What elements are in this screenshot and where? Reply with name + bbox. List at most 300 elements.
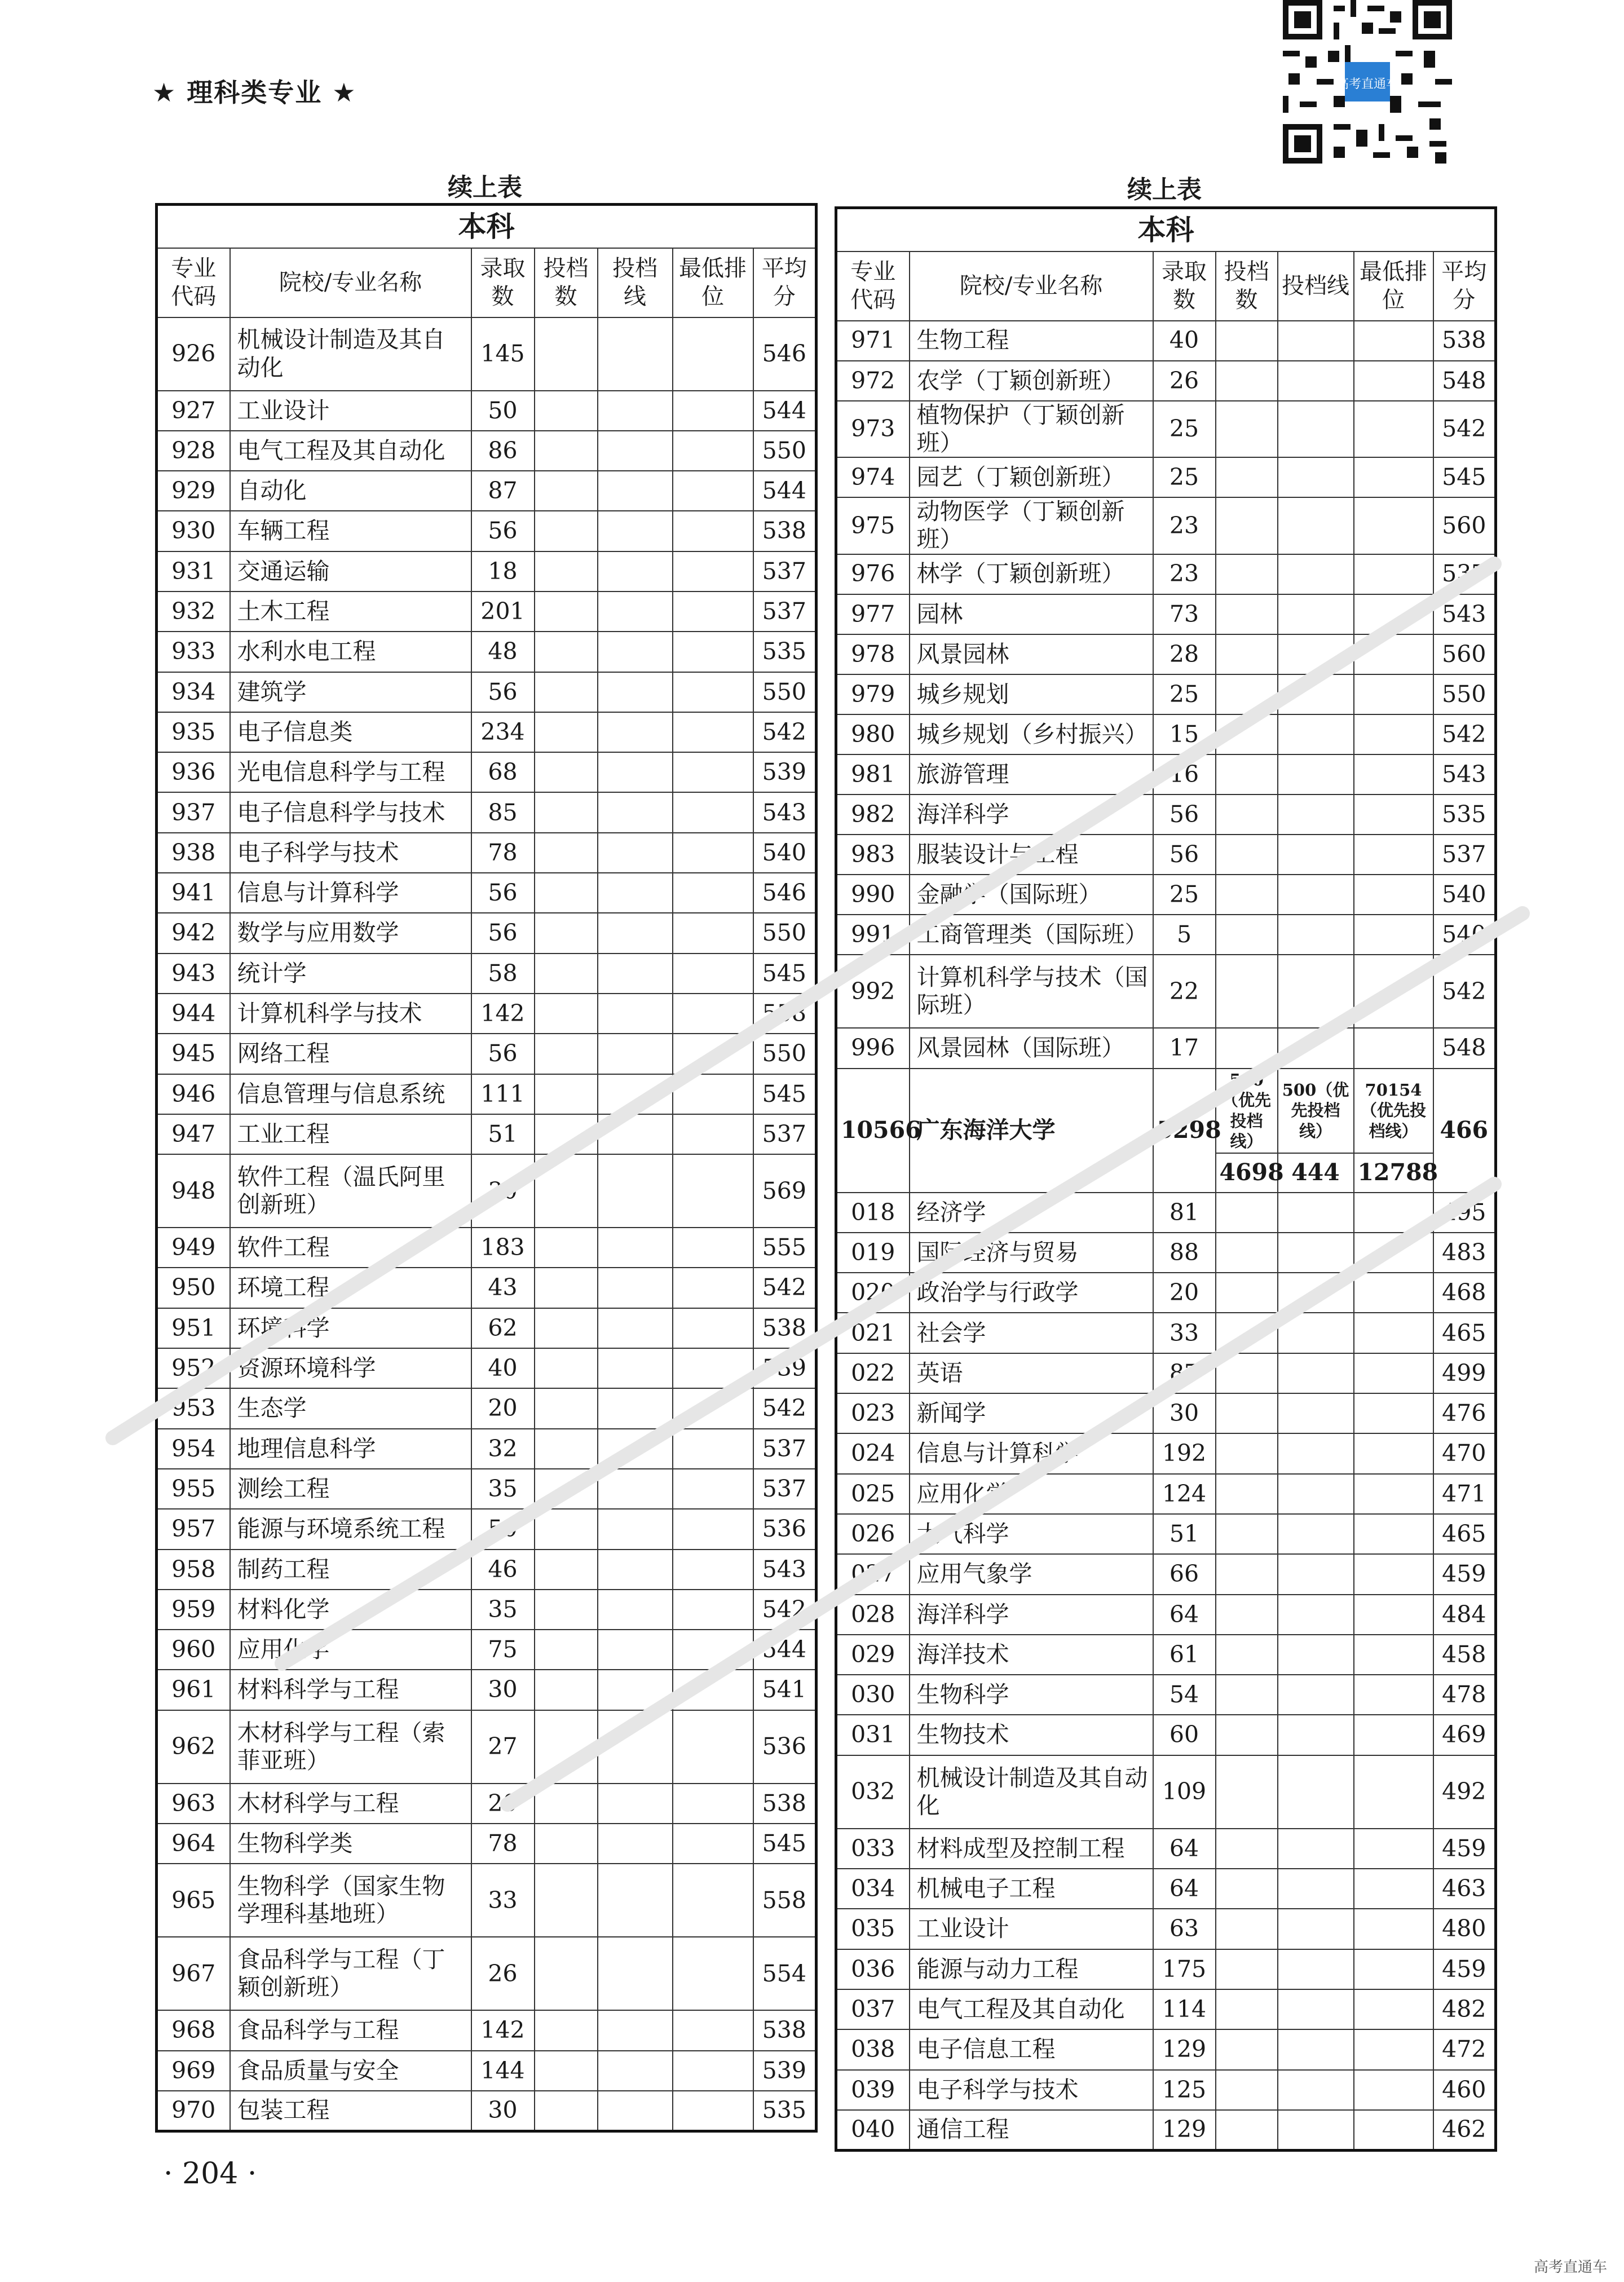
row-admit-count: 25	[1153, 457, 1216, 497]
row-tdshu	[535, 1114, 598, 1154]
row-rank	[1354, 1715, 1433, 1755]
row-rank	[673, 431, 753, 471]
row-admit-count: 16	[1153, 754, 1216, 794]
row-name: 园艺（丁颖创新班）	[910, 457, 1153, 497]
table-row	[836, 1393, 1496, 1433]
row-code: 953	[157, 1388, 230, 1428]
row-tdshu	[535, 1308, 598, 1348]
row-tdxian	[598, 873, 673, 913]
row-code: 037	[836, 1989, 910, 2029]
row-admit-count: 56	[1153, 794, 1216, 835]
row-tdxian	[598, 1074, 673, 1114]
row-admit-count: 23	[1153, 497, 1216, 554]
row-tdshu	[1216, 594, 1278, 634]
row-rank	[673, 1710, 753, 1784]
row-tdxian	[1278, 1829, 1354, 1869]
row-rank	[1354, 1433, 1433, 1473]
row-admit-count: 192	[1153, 1433, 1216, 1473]
row-name: 建筑学	[230, 672, 471, 712]
row-tdshu	[1216, 401, 1278, 457]
row-rank	[673, 2051, 753, 2091]
row-tdxian	[598, 1429, 673, 1469]
row-avg: 537	[1433, 554, 1496, 594]
row-code: 029	[836, 1635, 910, 1675]
row-rank	[673, 1388, 753, 1428]
row-tdxian	[1278, 634, 1354, 674]
row-rank	[1354, 2110, 1433, 2150]
school-rank: 12788	[1354, 1153, 1433, 1193]
row-tdxian	[598, 592, 673, 632]
row-tdshu	[535, 391, 598, 431]
row-rank	[673, 752, 753, 792]
row-tdxian	[1278, 1949, 1354, 1989]
row-name: 统计学	[230, 954, 471, 994]
row-code: 035	[836, 1909, 910, 1949]
row-avg: 539	[753, 752, 817, 792]
row-tdxian	[1278, 835, 1354, 875]
row-rank	[673, 1348, 753, 1388]
row-rank	[673, 833, 753, 873]
table-row	[836, 1635, 1496, 1675]
row-code: 967	[157, 1937, 230, 2010]
row-rank	[1354, 1028, 1433, 1068]
table-row	[836, 1433, 1496, 1473]
row-name: 园林	[910, 594, 1153, 634]
row-code: 937	[157, 792, 230, 832]
row-name: 机械电子工程	[910, 1869, 1153, 1909]
row-code: 938	[157, 833, 230, 873]
row-tdxian	[598, 632, 673, 672]
row-rank	[673, 1509, 753, 1549]
row-admit-count: 66	[1153, 1554, 1216, 1594]
table-row	[836, 321, 1496, 361]
row-admit-count: 30	[1153, 1393, 1216, 1433]
row-code: 941	[157, 873, 230, 913]
row-tdxian	[598, 1509, 673, 1549]
row-tdxian	[1278, 794, 1354, 835]
row-code: 018	[836, 1193, 910, 1233]
row-admit-count: 30	[471, 1154, 535, 1228]
table-row	[157, 1228, 817, 1268]
row-avg: 558	[753, 994, 817, 1034]
row-name: 电子科学与技术	[910, 2070, 1153, 2110]
row-rank	[673, 1228, 753, 1268]
row-tdshu	[1216, 497, 1278, 554]
row-admit-count: 43	[471, 1268, 535, 1308]
col-name-header: 院校/专业名称	[230, 248, 471, 317]
row-tdshu	[535, 2010, 598, 2050]
row-code: 982	[836, 794, 910, 835]
table-row	[157, 632, 817, 672]
row-tdxian	[1278, 2029, 1354, 2069]
row-tdshu	[535, 471, 598, 511]
row-name: 材料成型及控制工程	[910, 1829, 1153, 1869]
row-avg: 544	[753, 391, 817, 431]
table-row	[157, 1154, 817, 1228]
row-code: 954	[157, 1429, 230, 1469]
row-name: 信息与计算科学	[910, 1433, 1153, 1473]
row-tdshu	[1216, 1909, 1278, 1949]
table-row	[836, 1554, 1496, 1594]
qr-badge: 高考直通车	[1336, 77, 1399, 91]
row-avg: 544	[753, 1630, 817, 1670]
row-name: 信息管理与信息系统	[230, 1074, 471, 1114]
row-rank	[1354, 1909, 1433, 1949]
row-tdxian	[598, 1824, 673, 1864]
table-row	[836, 1233, 1496, 1273]
row-name: 城乡规划	[910, 674, 1153, 714]
row-code: 040	[836, 2110, 910, 2150]
row-tdshu	[1216, 2029, 1278, 2069]
row-admit-count: 125	[1153, 2070, 1216, 2110]
row-tdxian	[598, 1784, 673, 1824]
row-name: 机械设计制造及其自动化	[910, 1755, 1153, 1829]
row-name: 材料科学与工程	[230, 1670, 471, 1710]
table-row	[157, 1509, 817, 1549]
row-code: 962	[157, 1710, 230, 1784]
col-tdshu-header: 投档数	[1216, 251, 1278, 321]
row-rank	[1354, 674, 1433, 714]
row-rank	[1354, 1554, 1433, 1594]
col-code-header: 专业代码	[157, 248, 230, 317]
school-name: 广东海洋大学	[910, 1069, 1153, 1193]
row-rank	[673, 1784, 753, 1824]
row-rank	[1354, 1193, 1433, 1233]
row-rank	[1354, 1755, 1433, 1829]
row-avg: 538	[753, 1308, 817, 1348]
row-avg: 560	[1433, 497, 1496, 554]
row-avg: 465	[1433, 1514, 1496, 1554]
row-tdshu	[1216, 1193, 1278, 1233]
row-tdshu	[1216, 1635, 1278, 1675]
row-rank	[673, 1154, 753, 1228]
row-avg: 560	[1433, 634, 1496, 674]
row-tdxian	[598, 1228, 673, 1268]
row-admit-count: 46	[471, 1550, 535, 1590]
row-name: 林学（丁颖创新班）	[910, 554, 1153, 594]
row-avg: 480	[1433, 1909, 1496, 1949]
row-rank	[673, 2010, 753, 2050]
row-avg: 543	[1433, 754, 1496, 794]
row-tdxian	[598, 317, 673, 391]
row-name: 农学（丁颖创新班）	[910, 361, 1153, 401]
row-tdshu	[535, 712, 598, 752]
row-avg: 540	[1433, 875, 1496, 915]
row-admit-count: 56	[1153, 835, 1216, 875]
table-row	[157, 471, 817, 511]
row-avg: 483	[1433, 1233, 1496, 1273]
row-code: 979	[836, 674, 910, 714]
row-tdxian	[598, 1550, 673, 1590]
row-tdxian	[598, 712, 673, 752]
col-tdxian-header: 投档线	[1278, 251, 1354, 321]
row-name: 木材科学与工程（索菲亚班）	[230, 1710, 471, 1784]
row-rank	[673, 1429, 753, 1469]
row-avg: 538	[753, 2010, 817, 2050]
row-rank	[673, 2091, 753, 2131]
row-name: 海洋技术	[910, 1635, 1153, 1675]
row-code: 996	[836, 1028, 910, 1068]
row-tdxian	[1278, 1635, 1354, 1675]
row-tdshu	[1216, 875, 1278, 915]
row-tdshu	[1216, 554, 1278, 594]
row-tdxian	[598, 2091, 673, 2131]
school-tdshu: 4698	[1216, 1153, 1278, 1193]
row-code: 950	[157, 1268, 230, 1308]
row-rank	[1354, 1233, 1433, 1273]
row-admit-count: 20	[1153, 1273, 1216, 1313]
row-rank	[673, 1670, 753, 1710]
row-tdxian	[1278, 1273, 1354, 1313]
row-tdxian	[598, 1590, 673, 1630]
row-tdshu	[1216, 2070, 1278, 2110]
table-row	[836, 1353, 1496, 1393]
row-admit-count: 183	[471, 1228, 535, 1268]
row-name: 木材科学与工程	[230, 1784, 471, 1824]
row-code: 981	[836, 754, 910, 794]
school-tdxian: 444	[1278, 1153, 1354, 1193]
row-tdxian	[598, 1710, 673, 1784]
table-row	[157, 2091, 817, 2131]
row-tdxian	[598, 1154, 673, 1228]
row-code: 027	[836, 1554, 910, 1594]
table-row	[157, 873, 817, 913]
row-rank	[673, 954, 753, 994]
row-avg: 484	[1433, 1595, 1496, 1635]
row-avg: 550	[1433, 674, 1496, 714]
table-row	[836, 1028, 1496, 1068]
row-name: 通信工程	[910, 2110, 1153, 2150]
row-avg: 537	[1433, 835, 1496, 875]
row-avg: 545	[1433, 457, 1496, 497]
row-admit-count: 15	[1153, 714, 1216, 754]
row-rank	[673, 1074, 753, 1114]
row-rank	[673, 873, 753, 913]
row-tdshu	[1216, 321, 1278, 361]
row-avg: 542	[1433, 955, 1496, 1028]
row-name: 工业工程	[230, 1114, 471, 1154]
table-row	[836, 674, 1496, 714]
row-code: 958	[157, 1550, 230, 1590]
row-avg: 469	[1433, 1715, 1496, 1755]
row-code: 963	[157, 1784, 230, 1824]
row-rank	[673, 317, 753, 391]
row-tdxian	[598, 2010, 673, 2050]
row-admit-count: 20	[471, 1784, 535, 1824]
row-code: 031	[836, 1715, 910, 1755]
row-avg: 468	[1433, 1273, 1496, 1313]
row-code: 970	[157, 2091, 230, 2131]
row-avg: 535	[753, 2091, 817, 2131]
row-admit-count: 201	[471, 592, 535, 632]
row-name: 大气科学	[910, 1514, 1153, 1554]
row-name: 自动化	[230, 471, 471, 511]
row-admit-count: 75	[471, 1630, 535, 1670]
row-name: 计算机科学与技术	[230, 994, 471, 1034]
row-admit-count: 175	[1153, 1949, 1216, 1989]
table-row	[157, 1308, 817, 1348]
row-admit-count: 78	[471, 833, 535, 873]
row-avg: 540	[753, 833, 817, 873]
row-admit-count: 48	[471, 632, 535, 672]
row-name: 食品科学与工程	[230, 2010, 471, 2050]
row-avg: 555	[753, 1228, 817, 1268]
row-tdshu	[1216, 915, 1278, 955]
row-avg: 550	[753, 431, 817, 471]
row-admit-count: 30	[471, 1670, 535, 1710]
row-admit-count: 78	[471, 1824, 535, 1864]
row-rank	[1354, 1869, 1433, 1909]
row-admit-count: 25	[1153, 401, 1216, 457]
row-avg: 554	[753, 1937, 817, 2010]
continued-label-left: 续上表	[448, 173, 522, 202]
row-admit-count: 22	[1153, 955, 1216, 1028]
row-avg: 536	[753, 1710, 817, 1784]
row-avg: 542	[753, 1388, 817, 1428]
row-admit-count: 58	[471, 954, 535, 994]
row-name: 计算机科学与技术（国际班）	[910, 955, 1153, 1028]
row-name: 社会学	[910, 1313, 1153, 1353]
row-rank	[673, 1308, 753, 1348]
table-row	[836, 1829, 1496, 1869]
row-name: 电子信息科学与技术	[230, 792, 471, 832]
row-avg: 537	[753, 1429, 817, 1469]
row-tdxian	[1278, 1554, 1354, 1594]
row-tdshu	[535, 913, 598, 953]
row-tdshu	[535, 1937, 598, 2010]
row-admit-count: 35	[471, 1469, 535, 1509]
row-tdxian	[1278, 1595, 1354, 1635]
row-rank	[1354, 457, 1433, 497]
row-name: 电气工程及其自动化	[910, 1989, 1153, 2029]
row-name: 国际经济与贸易	[910, 1233, 1153, 1273]
table-row	[836, 2070, 1496, 2110]
row-tdshu	[535, 1710, 598, 1784]
row-code: 936	[157, 752, 230, 792]
row-avg: 545	[753, 1074, 817, 1114]
table-row	[836, 794, 1496, 835]
row-admit-count: 81	[1153, 1193, 1216, 1233]
table-row	[836, 1989, 1496, 2029]
school-admit-count: 5298	[1153, 1069, 1216, 1193]
row-code: 024	[836, 1433, 910, 1473]
table-row	[157, 752, 817, 792]
table-row	[157, 1630, 817, 1670]
row-avg: 539	[753, 1348, 817, 1388]
row-rank	[1354, 1474, 1433, 1514]
qr-code-icon	[1283, 0, 1452, 164]
row-tdshu	[1216, 1595, 1278, 1635]
row-tdxian	[1278, 1474, 1354, 1514]
row-name: 应用化学	[230, 1630, 471, 1670]
row-tdxian	[1278, 1433, 1354, 1473]
row-avg: 535	[1433, 794, 1496, 835]
row-name: 应用化学	[910, 1474, 1153, 1514]
row-code: 951	[157, 1308, 230, 1348]
row-admit-count: 17	[1153, 1028, 1216, 1068]
row-admit-count: 73	[1153, 594, 1216, 634]
table-row	[836, 1474, 1496, 1514]
row-name: 海洋科学	[910, 1595, 1153, 1635]
table-row	[157, 1864, 817, 1937]
row-name: 动物医学（丁颖创新班）	[910, 497, 1153, 554]
row-tdxian	[1278, 1755, 1354, 1829]
row-avg: 550	[753, 672, 817, 712]
row-rank	[1354, 2070, 1433, 2110]
row-name: 食品科学与工程（丁颖创新班）	[230, 1937, 471, 2010]
row-admit-count: 64	[1153, 1595, 1216, 1635]
row-avg: 537	[753, 1469, 817, 1509]
row-name: 电子科学与技术	[230, 833, 471, 873]
row-tdxian	[1278, 1909, 1354, 1949]
table-row	[836, 714, 1496, 754]
row-avg: 499	[1433, 1353, 1496, 1393]
row-code: 039	[836, 2070, 910, 2110]
row-tdshu	[1216, 1393, 1278, 1433]
row-code: 973	[836, 401, 910, 457]
row-rank	[1354, 1675, 1433, 1715]
row-avg: 542	[753, 1268, 817, 1308]
row-name: 制药工程	[230, 1550, 471, 1590]
row-rank	[1354, 634, 1433, 674]
table-row	[157, 1710, 817, 1784]
row-avg: 482	[1433, 1989, 1496, 2029]
row-admit-count: 114	[1153, 1989, 1216, 2029]
row-code: 931	[157, 551, 230, 592]
row-code: 021	[836, 1313, 910, 1353]
row-rank	[1354, 1313, 1433, 1353]
row-code: 975	[836, 497, 910, 554]
row-rank	[673, 592, 753, 632]
row-tdshu	[535, 1429, 598, 1469]
row-tdshu	[535, 792, 598, 832]
row-code: 947	[157, 1114, 230, 1154]
row-tdshu	[1216, 1829, 1278, 1869]
row-tdshu	[535, 954, 598, 994]
row-tdshu	[535, 2091, 598, 2131]
row-admit-count: 64	[1153, 1869, 1216, 1909]
row-code: 969	[157, 2051, 230, 2091]
row-avg: 462	[1433, 2110, 1496, 2150]
col-rank-header: 最低排位	[673, 248, 753, 317]
row-code: 023	[836, 1393, 910, 1433]
row-admit-count: 63	[1153, 1909, 1216, 1949]
table-row	[157, 511, 817, 551]
row-name: 英语	[910, 1353, 1153, 1393]
row-code: 036	[836, 1949, 910, 1989]
row-tdxian	[598, 1937, 673, 2010]
row-rank	[1354, 594, 1433, 634]
row-tdxian	[598, 431, 673, 471]
row-name: 生态学	[230, 1388, 471, 1428]
row-code: 929	[157, 471, 230, 511]
row-rank	[673, 1034, 753, 1074]
row-tdxian	[1278, 1193, 1354, 1233]
table-row	[836, 361, 1496, 401]
row-tdshu	[535, 1824, 598, 1864]
row-name: 资源环境科学	[230, 1348, 471, 1388]
row-rank	[1354, 1635, 1433, 1675]
row-admit-count: 142	[471, 994, 535, 1034]
row-admit-count: 27	[471, 1710, 535, 1784]
row-name: 包装工程	[230, 2091, 471, 2131]
row-avg: 542	[753, 712, 817, 752]
row-admit-count: 50	[471, 1509, 535, 1549]
row-tdxian	[1278, 754, 1354, 794]
row-rank	[1354, 1393, 1433, 1433]
row-code: 959	[157, 1590, 230, 1630]
row-tdshu	[1216, 634, 1278, 674]
